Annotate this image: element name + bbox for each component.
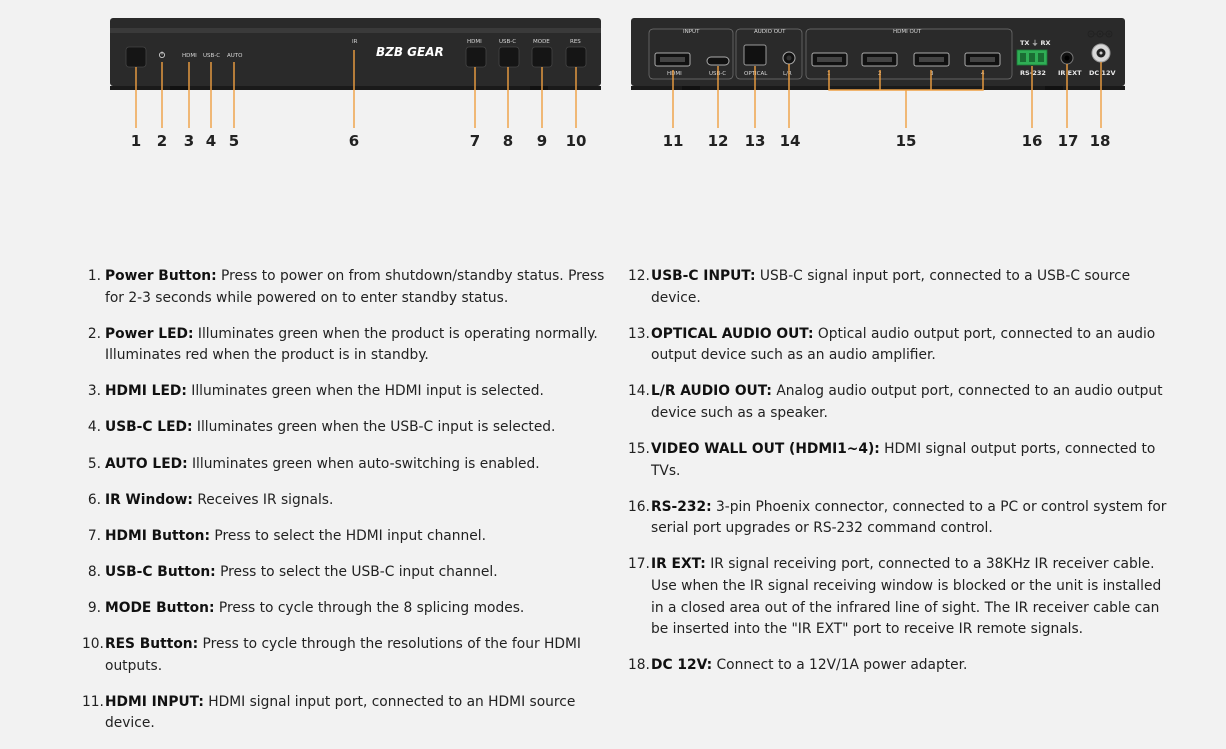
item-title: HDMI INPUT: xyxy=(105,693,204,710)
item-title: Power Button: xyxy=(105,268,217,284)
list-item xyxy=(628,497,1173,540)
list-item xyxy=(82,490,612,512)
item-number: 12. xyxy=(628,268,650,284)
callout-6: 6 xyxy=(348,132,360,150)
list-item xyxy=(628,554,1173,640)
item-text: Press to power on from shutdown/standby status. Press for 2-3 seconds while powered on to enter standby status. xyxy=(105,268,605,306)
item-number: 5. xyxy=(87,455,101,472)
list-item xyxy=(628,439,1173,482)
item-title: L/R AUDIO OUT: xyxy=(651,383,772,400)
item-number: 13. xyxy=(628,325,650,342)
list-item xyxy=(628,655,1173,677)
list-item xyxy=(82,266,612,309)
callout-5: 5 xyxy=(228,132,240,150)
item-text: Press to cycle through the resolutions of the four HDMI outputs. xyxy=(105,636,581,674)
bzbgear-logo: BZB GEAR xyxy=(376,45,444,59)
auto-led-label: AUTO xyxy=(227,53,243,59)
item-number: 17. xyxy=(628,556,650,573)
tx-rx-label: TX ⏚ RX xyxy=(1020,39,1051,47)
list-item xyxy=(82,598,612,620)
callout-12: 12 xyxy=(707,132,729,150)
callout-4: 4 xyxy=(205,132,217,150)
item-text: Press to select the HDMI input channel. xyxy=(214,527,486,544)
item-number: 14. xyxy=(628,383,650,400)
hdmi-out-1-label: 1 xyxy=(827,71,831,77)
item-title: USB-C LED: xyxy=(105,419,193,436)
callout-13: 13 xyxy=(744,132,766,150)
item-text: Illuminates green when the product is operating normally. Illuminates red when the product is in standby. xyxy=(105,325,598,364)
mode-button-graphic xyxy=(532,47,552,67)
callout-10: 10 xyxy=(565,132,587,150)
callout-17: 17 xyxy=(1057,132,1079,150)
hdmi-out-4-label: 4 xyxy=(981,71,985,77)
item-title: Power LED: xyxy=(105,325,194,342)
item-title: DC 12V: xyxy=(651,657,713,674)
item-number: 16. xyxy=(628,498,650,515)
item-number: 15. xyxy=(628,441,650,458)
front-callouts xyxy=(131,132,587,150)
descriptions-right-column xyxy=(628,266,1173,691)
item-number: 1. xyxy=(87,268,101,284)
ir-ext-label: IR EXT xyxy=(1058,69,1082,77)
item-text: Press to cycle through the 8 splicing modes. xyxy=(218,599,525,616)
list-item xyxy=(82,381,612,403)
optical-port xyxy=(744,45,766,65)
item-text: HDMI signal input port, connected to an HDMI source device. xyxy=(105,693,576,732)
item-title: OPTICAL AUDIO OUT: xyxy=(651,325,814,342)
rear-callouts xyxy=(663,132,1111,150)
item-text: Optical audio output port, connected to an audio output device such as an audio amplifier. xyxy=(651,325,1156,364)
power-button-graphic xyxy=(126,47,146,67)
list-item xyxy=(82,454,612,476)
item-number: 4. xyxy=(87,419,101,436)
item-number: 7. xyxy=(87,527,101,544)
item-title: AUTO LED: xyxy=(105,455,188,472)
res-button-label: RES xyxy=(570,39,581,45)
item-text: Illuminates green when the USB-C input is selected. xyxy=(196,419,556,436)
item-title: USB-C Button: xyxy=(105,563,216,580)
callout-15: 15 xyxy=(895,132,917,150)
callout-11: 11 xyxy=(662,132,684,150)
item-title: HDMI LED: xyxy=(105,383,187,400)
ir-window-label: IR xyxy=(352,39,358,45)
list-item xyxy=(82,634,612,677)
hdmi-out-2-label: 2 xyxy=(878,71,882,77)
callout-9: 9 xyxy=(536,132,548,150)
input-group-label: INPUT xyxy=(683,29,700,35)
item-text: 3-pin Phoenix connector, connected to a PC or control system for serial port upgrades or RS-232 command control. xyxy=(651,498,1167,537)
list-item xyxy=(628,381,1173,424)
item-number: 8. xyxy=(87,563,101,580)
list-item xyxy=(628,266,1173,309)
hdmi-out-label: HDMI OUT xyxy=(893,29,922,35)
item-text: Connect to a 12V/1A power adapter. xyxy=(716,657,968,674)
item-number: 9. xyxy=(87,599,101,616)
item-number: 18. xyxy=(628,657,650,674)
item-title: RS-232: xyxy=(651,498,712,515)
optical-label: OPTICAL xyxy=(744,71,768,77)
usbc-button-graphic xyxy=(499,47,519,67)
item-title: HDMI Button: xyxy=(105,527,211,544)
list-item xyxy=(628,324,1173,367)
res-button-graphic xyxy=(566,47,586,67)
rear-panel xyxy=(631,18,1125,90)
usbc-input-port xyxy=(707,57,729,65)
usbc-input-label: USB-C xyxy=(709,71,727,77)
item-text: Illuminates green when auto-switching is enabled. xyxy=(191,455,540,472)
rs232-label: RS-232 xyxy=(1020,69,1046,77)
item-text: Analog audio output port, connected to an audio output device such as a speaker. xyxy=(651,383,1163,421)
callout-3: 3 xyxy=(183,132,195,150)
list-item xyxy=(82,324,612,367)
item-number: 2. xyxy=(87,325,101,342)
item-title: IR EXT: xyxy=(651,556,706,573)
item-text: HDMI signal output ports, connected to TVs. xyxy=(651,441,1156,479)
hdmi-out-3-label: 3 xyxy=(930,71,934,77)
item-title: RES Button: xyxy=(105,636,199,653)
usbc-led-label: USB-C xyxy=(203,53,221,59)
hdmi-button-graphic xyxy=(466,47,486,67)
hdmi-button-label: HDMI xyxy=(467,39,482,45)
item-number: 11. xyxy=(82,693,104,710)
lr-label: L/R xyxy=(783,71,792,77)
device-panels-illustration xyxy=(0,0,1226,170)
item-text: Receives IR signals. xyxy=(197,491,334,508)
callout-7: 7 xyxy=(469,132,481,150)
list-item xyxy=(82,526,612,548)
item-title: MODE Button: xyxy=(105,599,215,616)
audio-out-label: AUDIO OUT xyxy=(754,29,786,35)
item-text: Press to select the USB-C input channel. xyxy=(220,563,498,580)
list-item xyxy=(82,562,612,584)
item-number: 3. xyxy=(87,383,101,400)
front-panel xyxy=(110,18,601,90)
item-text: IR signal receiving port, connected to a 38KHz IR receiver cable. Use when the IR signal receiving window is blocked or the unit is installed in a closed area out of the infrared line of sight. The IR receiver cable can be inserted into the "IR EXT" port to receive IR remote signals. xyxy=(651,556,1162,638)
usbc-button-label: USB-C xyxy=(499,39,517,45)
callout-8: 8 xyxy=(502,132,514,150)
dc-label: DC 12V xyxy=(1089,69,1116,77)
mode-button-label: MODE xyxy=(533,39,550,45)
callout-14: 14 xyxy=(779,132,801,150)
callout-2: 2 xyxy=(156,132,168,150)
item-title: USB-C INPUT: xyxy=(651,268,756,284)
list-item xyxy=(82,417,612,439)
hdmi-input-label: HDMI xyxy=(667,71,682,77)
item-number: 10. xyxy=(82,636,104,653)
item-text: USB-C signal input port, connected to a USB-C source device. xyxy=(651,268,1131,306)
item-title: IR Window: xyxy=(105,491,193,508)
item-text: Illuminates green when the HDMI input is selected. xyxy=(191,383,544,400)
hdmi-led-label: HDMI xyxy=(182,53,197,59)
descriptions-left-column xyxy=(82,266,612,749)
callout-16: 16 xyxy=(1021,132,1043,150)
item-title: VIDEO WALL OUT (HDMI1~4): xyxy=(651,441,880,458)
callout-18: 18 xyxy=(1089,132,1111,150)
list-item xyxy=(82,692,612,735)
callout-1: 1 xyxy=(130,132,142,150)
item-number: 6. xyxy=(87,491,101,508)
